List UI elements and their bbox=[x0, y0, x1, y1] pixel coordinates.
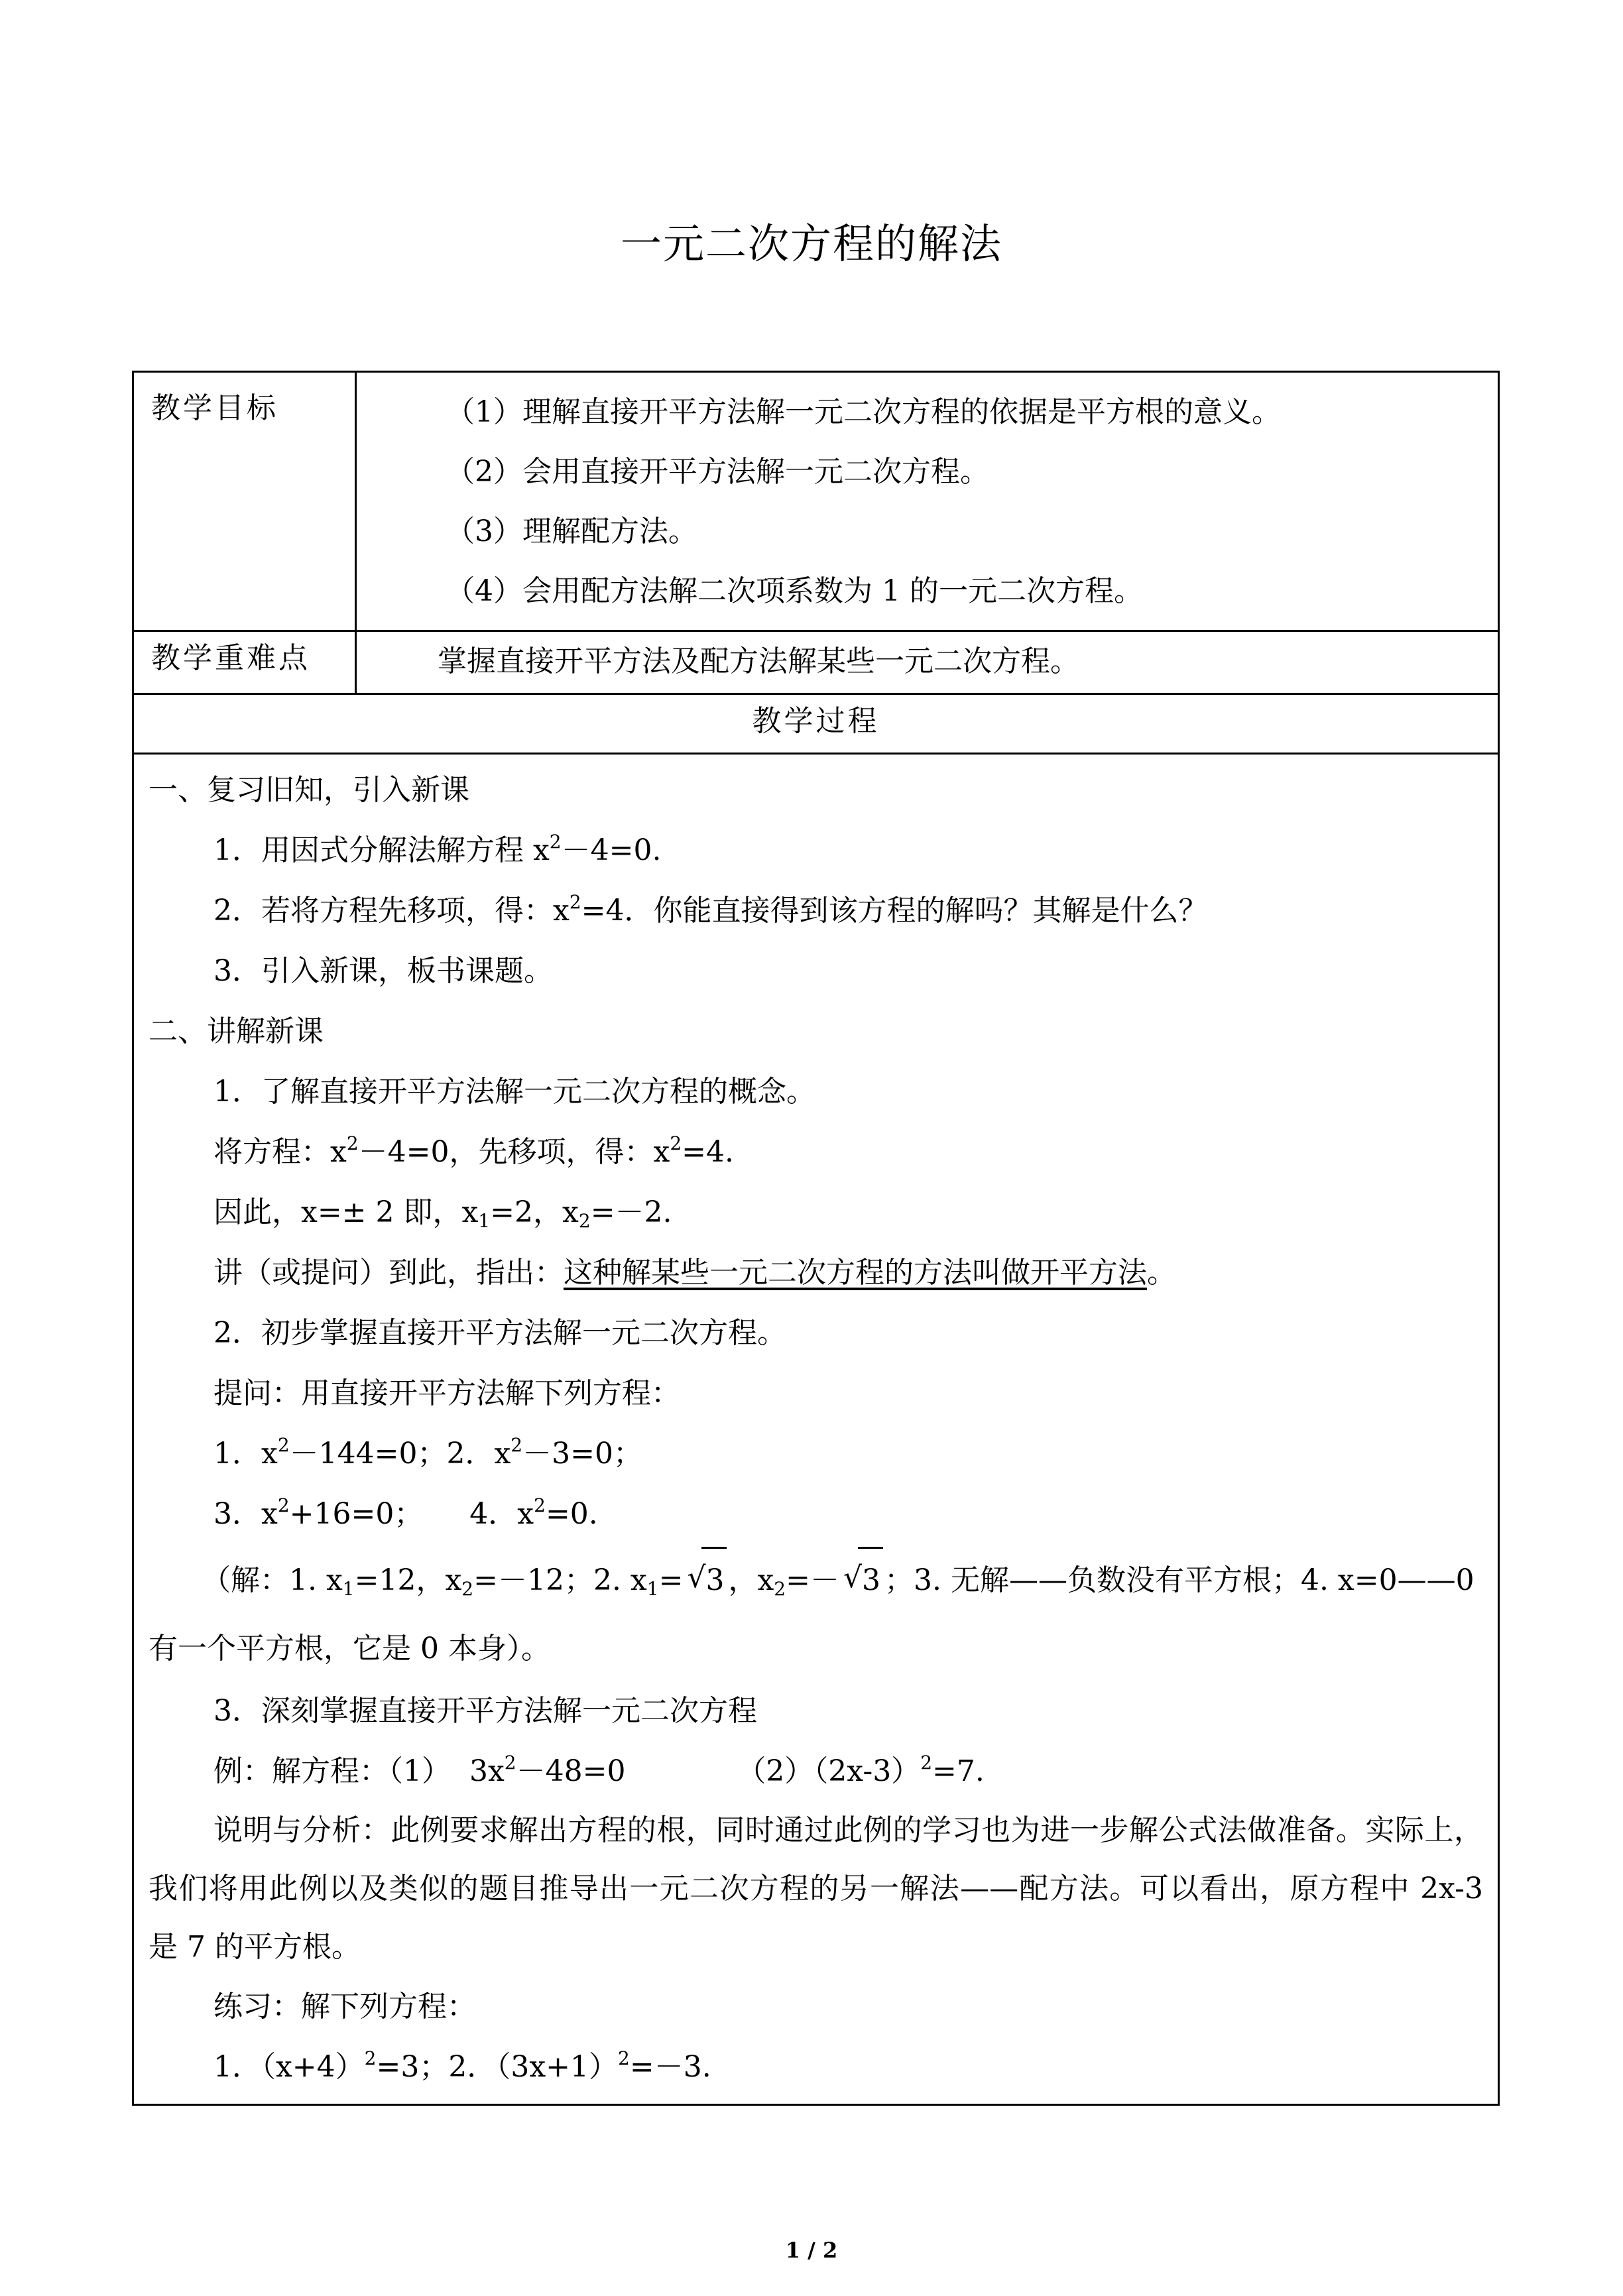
exercise-line: 1．$x^2-144=0$；2．$x^2-3=0$； bbox=[213, 1434, 642, 1471]
page-title: 一元二次方程的解法 bbox=[620, 219, 1002, 268]
lesson-line: 3．深刻掌握直接开平方法解一元二次方程 bbox=[213, 1694, 757, 1728]
goal-item: （1）理解直接开平方法解一元二次方程的依据是平方根的意义。 bbox=[446, 395, 1281, 429]
practice-line: 1．$(x+4)^2=3$；2．$(3x+1)^2=-3$. bbox=[213, 2047, 711, 2084]
section-heading: 一、复习旧知，引入新课 bbox=[149, 773, 469, 807]
review-item-3: 3．引入新课，板书课题。 bbox=[213, 954, 553, 988]
goal-item: （2）会用直接开平方法解一元二次方程。 bbox=[446, 455, 989, 489]
goal-item: （4）会用配方法解二次项系数为 1 的一元二次方程。 bbox=[446, 574, 1143, 608]
exercise-line: 3．$x^2+16=0$； 4．$x^2=0$. bbox=[213, 1494, 598, 1531]
lesson-line: 练习：解下列方程： bbox=[213, 1990, 476, 2024]
definition-underline: 这种解某些一元二次方程的方法叫做开平方法 bbox=[564, 1256, 1147, 1290]
goal-item: （3）理解配方法。 bbox=[446, 514, 697, 548]
analysis-paragraph: 说明与分析：此例要求解出方程的根，同时通过此例的学习也为进一步解公式法做准备。实际上，我们将用此例以及类似的题目推导出一元二次方程的另一解法——配方法。可以看出，原方程中 2x-3 是 7 的平方根。 bbox=[149, 1813, 1483, 1964]
lesson-line: 提问：用直接开平方法解下列方程： bbox=[213, 1376, 680, 1410]
section-heading: 二、讲解新课 bbox=[149, 1014, 324, 1048]
lesson-line: 2．初步掌握直接开平方法解一元二次方程。 bbox=[213, 1316, 786, 1350]
sqrt-symbol: √ 3 bbox=[843, 1544, 880, 1617]
review-item-1: 1．用因式分解法解方程 $x^2-4=0$. bbox=[213, 831, 662, 867]
goals-row bbox=[133, 372, 1499, 631]
lesson-line: 将方程：$x^2-4=0$，先移项，得：$x^2=4$. bbox=[213, 1132, 735, 1169]
process-body bbox=[133, 754, 1499, 2105]
review-item-2: 2．若将方程先移项，得：$x^2=4$．你能直接得到该方程的解吗？其解是什么？ bbox=[213, 891, 1208, 928]
lesson-line: 讲（或提问）到此，指出：这种解某些一元二次方程的方法叫做开平方法。 bbox=[213, 1256, 1176, 1290]
process-body-row bbox=[133, 754, 1499, 2105]
goals-label: 教学目标 bbox=[133, 372, 356, 631]
process-heading: 教学过程 bbox=[133, 694, 1499, 754]
lesson-line: 1．了解直接开平方法解一元二次方程的概念。 bbox=[213, 1075, 815, 1109]
solution-line: （解：1. $x_1=12$，$x_2=-12$；2. $x_1=√$ 3 ，$x_2=-√$ 3 ；3. 无解——负数没有平方根；4. x=0——0 bbox=[149, 1544, 1483, 1617]
process-heading-row bbox=[133, 694, 1499, 754]
sqrt-symbol: √ 3 bbox=[687, 1544, 724, 1617]
page-number: 1 / 2 bbox=[785, 2238, 838, 2263]
lesson-line: 因此，x=± 2 即，$x_1=2$，$x_2=-2$. bbox=[213, 1195, 672, 1232]
goals-content bbox=[356, 372, 1499, 631]
key-points-label: 教学重难点 bbox=[133, 631, 356, 694]
example-line: 例：解方程：（1） $3x^2-48=0$ $(2)(2x-3)^2=7$. bbox=[213, 1752, 985, 1788]
solution-line-cont: 有一个平方根，它是 0 本身）。 bbox=[149, 1632, 550, 1665]
lesson-plan-table bbox=[132, 371, 1500, 2106]
key-points-row bbox=[133, 631, 1499, 694]
key-points-content: 掌握直接开平方法及配方法解某些一元二次方程。 bbox=[356, 631, 1499, 694]
